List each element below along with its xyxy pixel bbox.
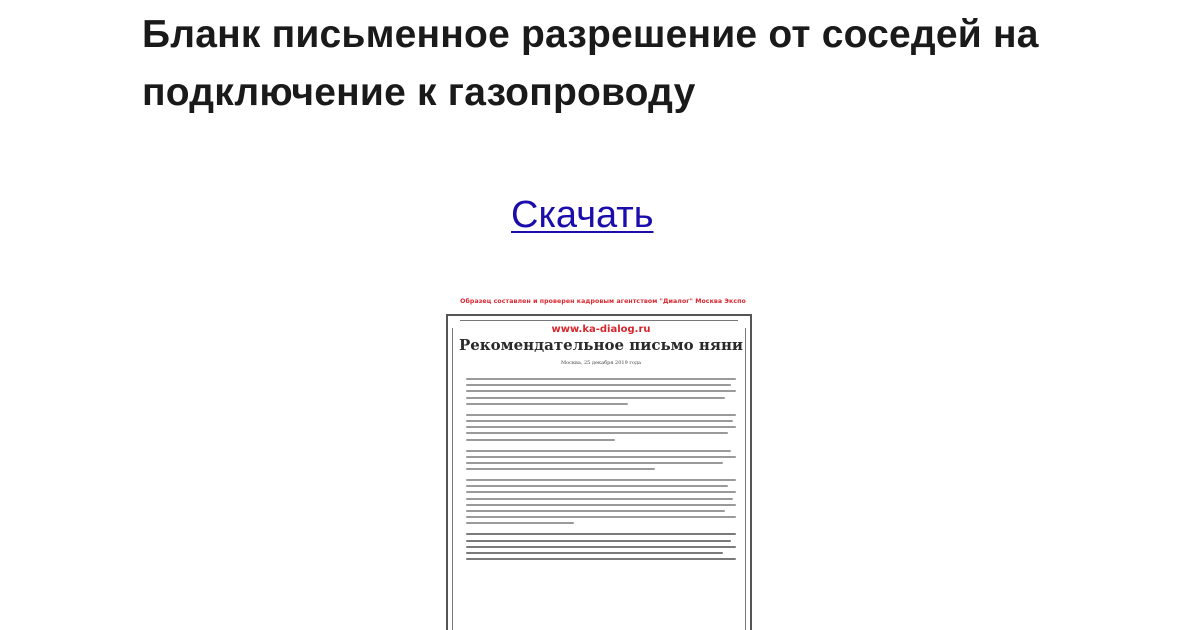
preview-caption: Образец составлен и проверен кадровым агентством "Диалог" Москва Экспо: [460, 298, 746, 305]
preview-paragraph: [466, 414, 736, 441]
preview-paragraph: [466, 533, 736, 560]
preview-date: Москва, 25 декабря 2019 года: [560, 360, 642, 366]
preview-paragraph: [466, 479, 736, 524]
preview-body-text: [466, 378, 736, 569]
page-title: Бланк письменное разрешение от соседей на подключение к газопроводу: [142, 13, 1039, 114]
document-preview-image: [438, 294, 768, 630]
preview-url: www.ka-dialog.ru: [551, 324, 651, 335]
preview-paragraph: [466, 450, 736, 471]
preview-paragraph: [466, 378, 736, 405]
download-link[interactable]: Скачать: [511, 194, 654, 236]
preview-frame: [446, 314, 752, 630]
preview-heading: Рекомендательное письмо няни: [458, 336, 744, 354]
